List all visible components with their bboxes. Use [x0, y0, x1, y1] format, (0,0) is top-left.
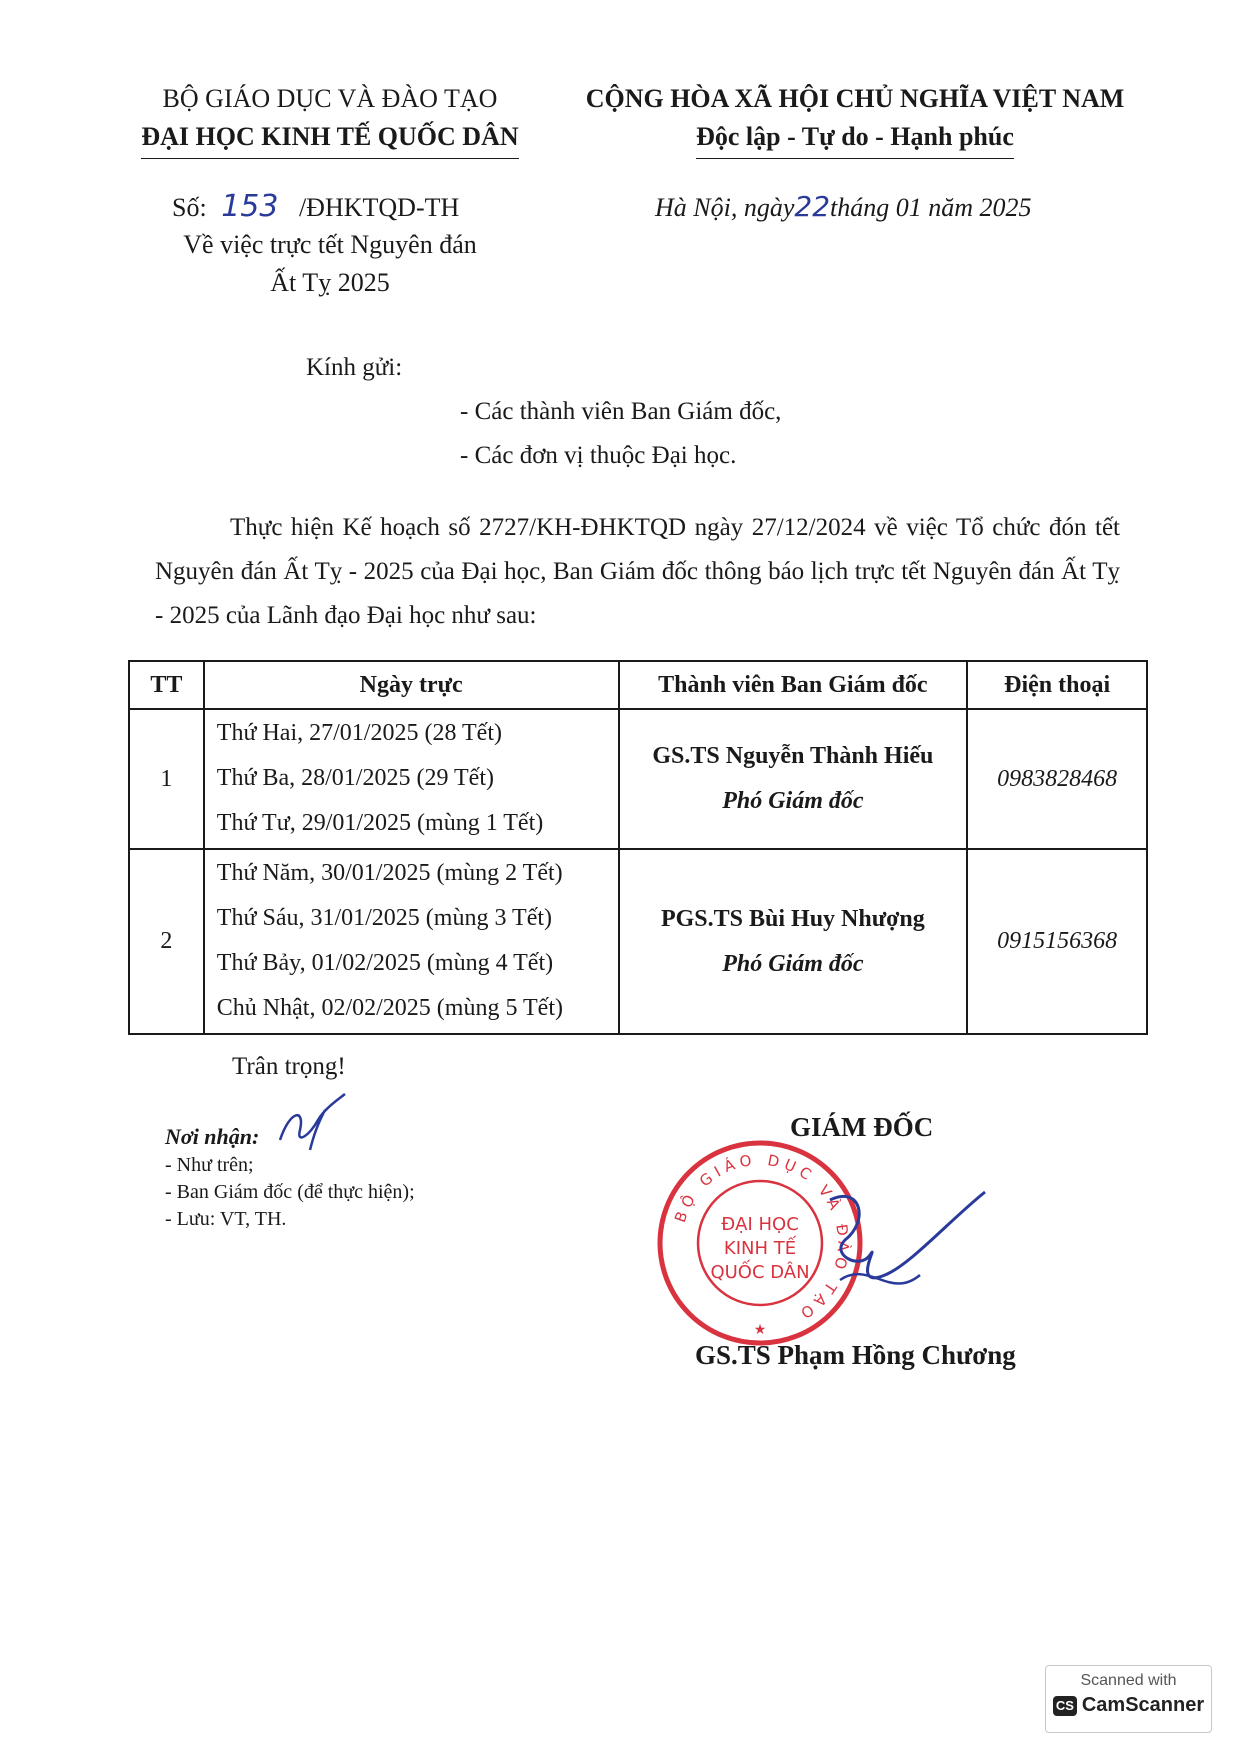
director-signature-icon	[800, 1180, 1000, 1330]
duty-day: Thứ Tư, 29/01/2025 (mùng 1 Tết)	[216, 810, 544, 836]
member-role: Phó Giám đốc	[722, 950, 864, 977]
document-number	[172, 188, 532, 227]
svg-text:KINH TẾ: KINH TẾ	[723, 1238, 797, 1259]
national-motto: Độc lập - Tự do - Hạnh phúc	[696, 118, 1014, 159]
header-left	[120, 80, 540, 159]
signer-name: GS.TS Phạm Hồng Chương	[695, 1340, 1016, 1370]
date-prefix: Hà Nội, ngày	[655, 193, 795, 222]
doc-number-suffix: /ĐHKTQD-TH	[298, 193, 460, 222]
recipient-item: - Các đơn vị thuộc Đại học.	[460, 442, 737, 469]
svg-text:★: ★	[753, 1323, 767, 1338]
receivers-title: Nơi nhận:	[165, 1124, 260, 1149]
camscanner-brand: CamScanner	[1081, 1694, 1205, 1716]
scanned-with-text: Scanned with	[1080, 1672, 1177, 1689]
header-phone: Điện thoại	[967, 661, 1147, 709]
body-paragraph: Thực hiện Kế hoạch số 2727/KH-ĐHKTQD ngày 27/12/2024 về việc Tổ chức đón tết Nguyên đán Ất Tỵ - 2025 của Đại học, Ban Giám đốc thông báo lịch trực tết Nguyên đán Ất Tỵ - 2025 của Lãnh đạo Đại học như sau:	[155, 514, 1120, 629]
member-name: PGS.TS Bùi Huy Nhượng	[660, 905, 925, 932]
duty-day: Thứ Ba, 28/01/2025 (29 Tết)	[216, 765, 494, 791]
ministry-name: BỘ GIÁO DỤC VÀ ĐÀO TẠO	[162, 84, 498, 113]
doc-number-prefix: Số:	[172, 193, 207, 222]
row-number: 1	[129, 709, 204, 849]
member-role: Phó Giám đốc	[722, 788, 864, 814]
phone-number: 0915156368	[967, 849, 1147, 1034]
country-name: CỘNG HÒA XÃ HỘI CHỦ NGHĨA VIỆT NAM	[585, 84, 1125, 113]
receiver-item: - Lưu: VT, TH.	[165, 1208, 287, 1230]
initials-signature-icon	[270, 1090, 350, 1160]
duty-day: Thứ Sáu, 31/01/2025 (mùng 3 Tết)	[216, 905, 552, 931]
svg-text:BỘ GIÁO DỤC VÀ ĐÀO TẠO: BỘ GIÁO DỤC VÀ ĐÀO TẠO	[670, 1150, 853, 1325]
subject-line-2: Ất Tỵ 2025	[270, 268, 390, 297]
svg-text:ĐẠI HỌC: ĐẠI HỌC	[721, 1214, 799, 1235]
camscanner-logo-icon: CS	[1053, 1696, 1077, 1716]
member-name: GS.TS Nguyễn Thành Hiếu	[652, 743, 934, 769]
camscanner-badge	[1045, 1665, 1212, 1733]
duty-day: Thứ Hai, 27/01/2025 (28 Tết)	[216, 720, 502, 746]
member-cell	[619, 849, 968, 1034]
header-duty-date: Ngày trực	[204, 661, 619, 709]
header-right	[550, 80, 1160, 159]
duty-day: Chủ Nhật, 02/02/2025 (mùng 5 Tết)	[216, 995, 563, 1021]
recipient-item: - Các thành viên Ban Giám đốc,	[460, 398, 782, 425]
date-day-handwritten: 22	[794, 190, 831, 223]
row-number: 2	[129, 849, 204, 1034]
signature-title: GIÁM ĐỐC	[790, 1112, 934, 1142]
doc-number-handwritten: 153	[221, 189, 279, 224]
closing-text: Trân trọng!	[232, 1053, 346, 1080]
table-row	[129, 709, 1147, 849]
duty-day: Thứ Năm, 30/01/2025 (mùng 2 Tết)	[216, 860, 563, 886]
receiver-item: - Ban Giám đốc (để thực hiện);	[165, 1181, 415, 1203]
phone-number: 0983828468	[967, 709, 1147, 849]
subject-line-1: Về việc trực tết Nguyên đán	[183, 230, 477, 259]
recipients-greeting: Kính gửi:	[306, 354, 403, 381]
duty-days-cell	[204, 849, 619, 1034]
duty-day: Thứ Bảy, 01/02/2025 (mùng 4 Tết)	[216, 950, 554, 976]
header-member: Thành viên Ban Giám đốc	[619, 661, 968, 709]
member-cell	[619, 709, 968, 849]
duty-schedule-table	[128, 660, 1148, 1035]
university-name: ĐẠI HỌC KINH TẾ QUỐC DÂN	[141, 118, 518, 159]
date-suffix: tháng 01 năm 2025	[830, 193, 1032, 222]
receiver-item: - Như trên;	[165, 1154, 254, 1176]
date-line	[655, 188, 1155, 227]
header-tt: TT	[129, 661, 204, 709]
table-header-row	[129, 661, 1147, 709]
duty-days-cell	[204, 709, 619, 849]
document-subject	[120, 226, 540, 302]
svg-text:QUỐC DÂN: QUỐC DÂN	[710, 1262, 810, 1283]
table-row	[129, 849, 1147, 1034]
